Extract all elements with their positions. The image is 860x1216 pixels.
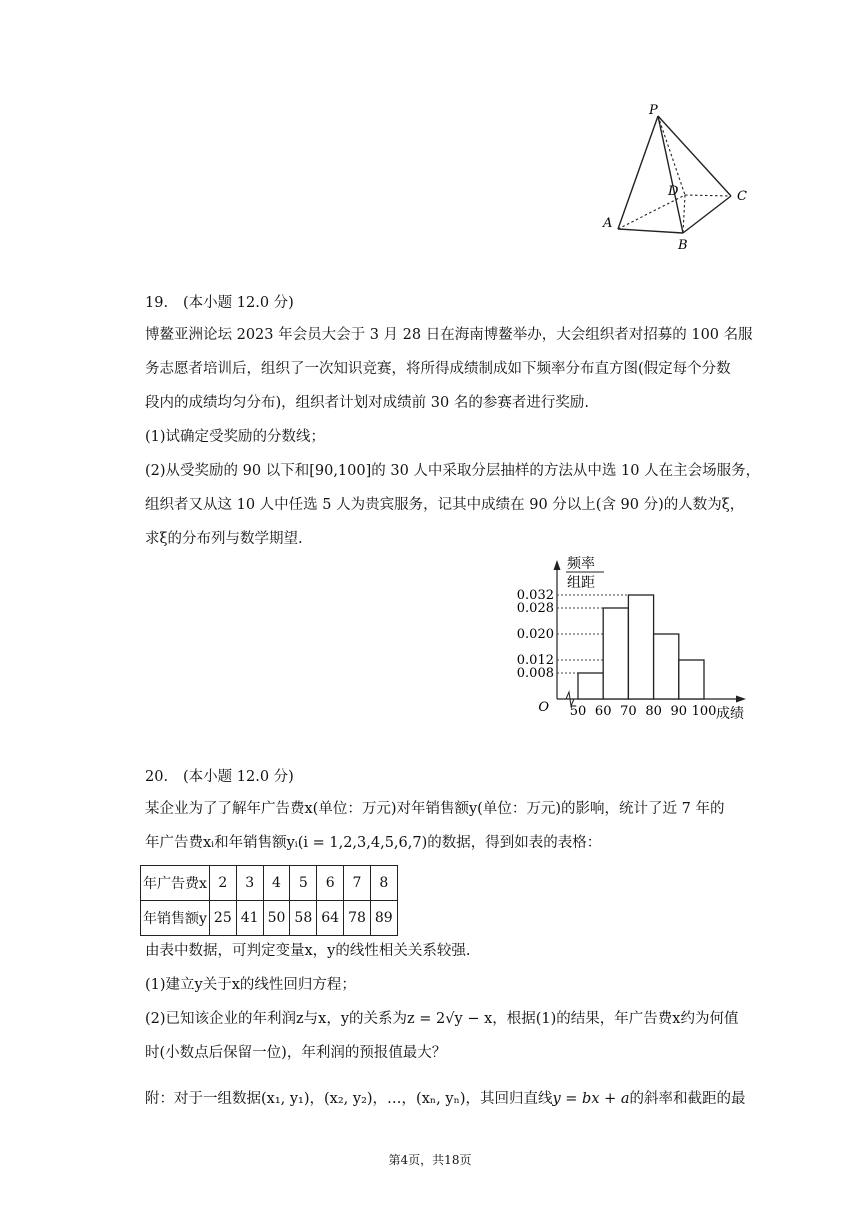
q19-line-2: 务志愿者培训后，组织了一次知识竞赛，将所得成绩制成如下频率分布直方图(假定每个分数: [145, 361, 731, 377]
histogram-bar: [578, 673, 603, 699]
table-cell: 2: [209, 866, 236, 901]
x-tick-label: 70: [620, 704, 637, 719]
histogram-bar: [654, 634, 679, 699]
ylabel-top: 频率: [567, 556, 595, 572]
table-cell: 64: [317, 901, 344, 936]
q19-points: (本小题 12.0 分): [183, 295, 294, 311]
table-cell: 58: [290, 901, 317, 936]
q20-points: (本小题 12.0 分): [183, 769, 294, 785]
table-cell: 78: [344, 901, 371, 936]
xlabel: 成绩: [716, 706, 744, 722]
q19-line-1: 博鳌亚洲论坛 2023 年会员大会于 3 月 28 日在海南博鳌举办，大会组织者对招募的 100 名服: [145, 327, 753, 343]
origin-label: O: [538, 700, 549, 715]
label-b: B: [678, 238, 688, 253]
table-cell: 3: [236, 866, 263, 901]
label-d: D: [668, 184, 679, 199]
pyramid-figure: [595, 100, 765, 255]
page-footer: 第4页，共18页: [388, 1153, 472, 1167]
data-table: [140, 865, 398, 936]
q20-line-3: 由表中数据，可判定变量x，y的线性相关关系较强.: [145, 943, 471, 959]
appendix-text-end: 的斜率和截距的最: [629, 1091, 746, 1107]
y-tick-label: 0.008: [516, 666, 554, 681]
x-tick-label: 80: [645, 704, 662, 719]
table-cell: 89: [370, 901, 397, 936]
y-tick-label: 0.012: [516, 653, 554, 668]
x-tick-label: 90: [670, 704, 688, 719]
q19-heading: [145, 291, 294, 312]
table-row-header: 年广告费x: [141, 866, 210, 901]
table-cell: 6: [317, 866, 344, 901]
q19-line-6: 组织者又从这 10 人中任选 5 人为贵宾服务，记其中成绩在 90 分以上(含 90 分)的人数为ξ，: [145, 497, 745, 513]
histogram-chart: [500, 548, 770, 723]
q19-line-5: (2)从受奖励的 90 以下和[90,100]的 30 人中采取分层抽样的方法从中选 10 人在主会场服务，: [145, 463, 761, 479]
x-tick-label: 60: [594, 704, 612, 719]
table-cell: 50: [263, 901, 290, 936]
histogram-bar: [679, 660, 704, 699]
q19-line-4: (1)试确定受奖励的分数线；: [145, 429, 326, 445]
label-c: C: [737, 189, 747, 204]
table-row: [141, 866, 398, 901]
table-row: [141, 901, 398, 936]
ylabel-bottom: 组距: [567, 575, 595, 591]
q20-line-6: 时(小数点后保留一位)，年利润的预报值最大？: [145, 1045, 447, 1061]
q20-line-2: 年广告费xᵢ和年销售额yᵢ(i = 1,2,3,4,5,6,7)的数据，得到如表的表格：: [145, 835, 602, 851]
table-cell: 41: [236, 901, 263, 936]
x-tick-label: 100: [691, 704, 717, 719]
q19-number: 19.: [145, 295, 169, 311]
label-a: A: [603, 216, 613, 231]
q20-line-5: (2)已知该企业的年利润z与x，y的关系为z = 2√y − x，根据(1)的结果，年广告费x约为何值: [145, 1011, 739, 1027]
regression-equation: y = bx + a: [552, 1091, 630, 1107]
x-tick-label: 50: [569, 704, 587, 719]
label-p: P: [649, 103, 658, 118]
histogram-bar: [603, 608, 628, 699]
appendix-text: 附：对于一组数据(x₁, y₁)，(x₂, y₂)，…，(xₙ, yₙ)，其回归直线: [145, 1091, 553, 1107]
y-tick-label: 0.020: [516, 627, 554, 642]
q20-line-7: [145, 1083, 746, 1109]
table-cell: 8: [370, 866, 397, 901]
y-tick-label: 0.032: [516, 588, 554, 603]
q20-line-1: 某企业为了了解年广告费x(单位：万元)对年销售额y(单位：万元)的影响，统计了近 7 年的: [145, 801, 725, 817]
q20-heading: [145, 765, 294, 786]
q20-line-4: (1)建立y关于x的线性回归方程；: [145, 977, 356, 993]
y-tick-label: 0.028: [516, 601, 554, 616]
histogram-bar: [628, 595, 653, 699]
table-row-header: 年销售额y: [141, 901, 210, 936]
table-cell: 5: [290, 866, 317, 901]
table-cell: 7: [344, 866, 371, 901]
table-cell: 4: [263, 866, 290, 901]
table-cell: 25: [209, 901, 236, 936]
q20-number: 20.: [145, 769, 169, 785]
q19-line-3: 段内的成绩均匀分布)，组织者计划对成绩前 30 名的参赛者进行奖励.: [145, 395, 589, 411]
q19-line-7: 求ξ的分布列与数学期望.: [145, 531, 303, 547]
